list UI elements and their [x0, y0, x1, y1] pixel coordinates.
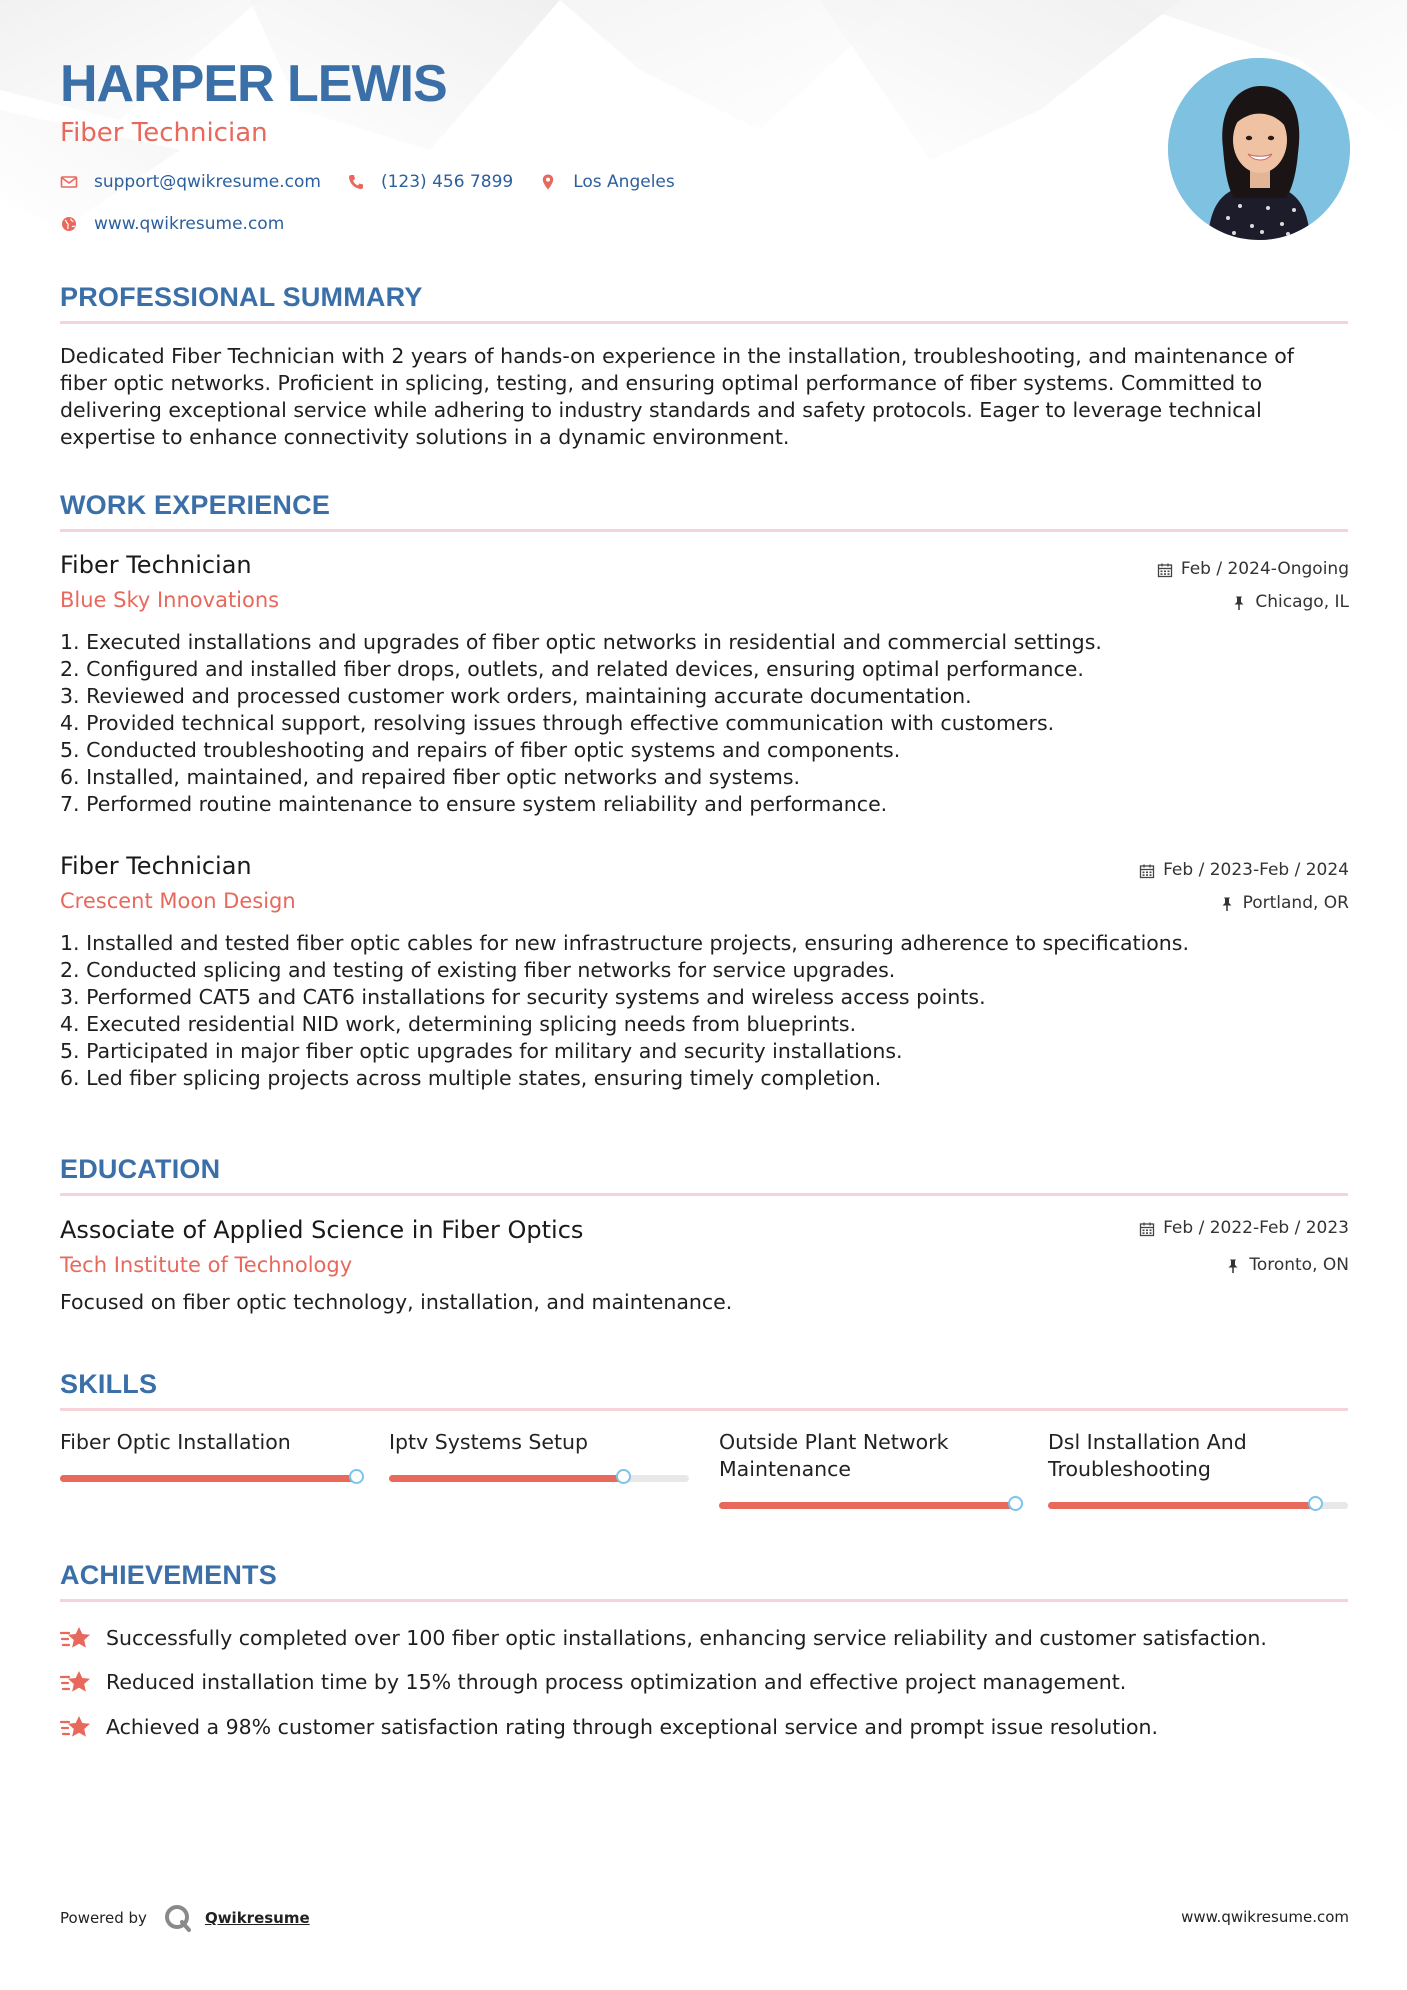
contact-website[interactable] — [60, 214, 284, 234]
education-dates-text: Feb / 2022-Feb / 2023 — [1163, 1218, 1349, 1238]
pushpin-icon — [1219, 896, 1235, 912]
envelope-icon — [60, 173, 78, 191]
achievement-text: Achieved a 98% customer satisfaction rating through exceptional service and prompt issue resolution. — [106, 1715, 1159, 1739]
list-item: 5. Conducted troubleshooting and repairs of fiber optic systems and components. — [60, 738, 901, 762]
achievement-text: Reduced installation time by 15% through process optimization and effective project management. — [106, 1670, 1127, 1694]
summary-line: fiber optic networks. Proficient in splicing, testing, and ensuring optimal performance of fiber systems. Committed to — [60, 371, 1263, 395]
achievement-item — [60, 1624, 1267, 1652]
contact-row-primary — [60, 172, 701, 192]
skill-bar-knob — [349, 1469, 364, 1484]
summary-text — [60, 343, 1350, 451]
map-pin-icon — [539, 173, 557, 191]
skill-bar-knob — [616, 1469, 631, 1484]
profile-photo — [1168, 58, 1350, 240]
education-location — [1225, 1257, 1349, 1274]
calendar-icon — [1157, 562, 1173, 578]
pushpin-icon — [1231, 595, 1247, 611]
education-school: Tech Institute of Technology — [60, 1253, 353, 1277]
education-location-text: Toronto, ON — [1249, 1255, 1349, 1275]
skill-label: Troubleshooting — [1048, 1457, 1211, 1481]
phone-icon — [347, 173, 365, 191]
contact-row-secondary — [60, 214, 310, 234]
job-title: Fiber Technician — [60, 551, 252, 579]
summary-line: Dedicated Fiber Technician with 2 years of hands-on experience in the installation, troubleshooting, and maintenance of — [60, 344, 1294, 368]
job-dates-text: Feb / 2023-Feb / 2024 — [1163, 860, 1349, 880]
skill-label: Iptv Systems Setup — [389, 1430, 589, 1454]
list-item: 6. Led fiber splicing projects across multiple states, ensuring timely completion. — [60, 1066, 882, 1090]
star-badge-icon — [60, 1624, 92, 1652]
contact-phone-text: (123) 456 7899 — [380, 172, 514, 192]
skill-bar-fill — [719, 1502, 1019, 1509]
list-item: 4. Provided technical support, resolving issues through effective communication with customers. — [60, 711, 1055, 735]
skill-bar-fill — [60, 1475, 360, 1482]
list-item: 3. Reviewed and processed customer work orders, maintaining accurate documentation. — [60, 684, 972, 708]
list-item: 2. Conducted splicing and testing of existing fiber networks for service upgrades. — [60, 958, 896, 982]
job-dates — [1139, 862, 1349, 879]
education-degree: Associate of Applied Science in Fiber Optics — [60, 1216, 584, 1244]
calendar-icon — [1139, 1221, 1155, 1237]
pushpin-icon — [1225, 1258, 1241, 1274]
education-description: Focused on fiber optic technology, installation, and maintenance. — [60, 1290, 733, 1314]
section-divider — [60, 1599, 1348, 1602]
skill-bar-knob — [1308, 1496, 1323, 1511]
list-item: 1. Installed and tested fiber optic cables for new infrastructure projects, ensuring adherence to specifications. — [60, 931, 1189, 955]
job-company: Blue Sky Innovations — [60, 588, 280, 612]
job-dates — [1157, 561, 1349, 578]
section-title-skills: SKILLS — [60, 1369, 158, 1399]
section-title-experience: WORK EXPERIENCE — [60, 490, 331, 520]
achievement-item — [60, 1668, 1126, 1696]
section-divider — [60, 529, 1348, 532]
skill-bar-knob — [1008, 1496, 1023, 1511]
skill-label: Maintenance — [719, 1457, 852, 1481]
list-item: 6. Installed, maintained, and repaired fiber optic networks and systems. — [60, 765, 801, 789]
section-title-education: EDUCATION — [60, 1154, 221, 1184]
skill-bar-track — [389, 1475, 689, 1482]
contact-location — [539, 172, 675, 192]
section-divider — [60, 1193, 1348, 1196]
section-divider — [60, 321, 1348, 324]
summary-line: delivering exceptional service while adhering to industry standards and safety protocols. Eager to leverage technical — [60, 398, 1262, 422]
calendar-icon — [1139, 863, 1155, 879]
job-responsibilities — [60, 930, 1350, 1092]
qwikresume-logo-icon — [163, 1903, 193, 1933]
skill-bar-track — [719, 1502, 1019, 1509]
summary-line: expertise to enhance connectivity solutions in a dynamic environment. — [60, 425, 790, 449]
skill-item — [719, 1429, 1019, 1483]
list-item: 4. Executed residential NID work, determining splicing needs from blueprints. — [60, 1012, 857, 1036]
skill-label: Dsl Installation And — [1048, 1430, 1247, 1454]
achievement-item — [60, 1713, 1158, 1741]
star-badge-icon — [60, 1668, 92, 1696]
skill-item — [389, 1429, 689, 1456]
list-item: 2. Configured and installed fiber drops, outlets, and related devices, ensuring optimal performance. — [60, 657, 1084, 681]
star-badge-icon — [60, 1713, 92, 1741]
skill-item — [60, 1429, 360, 1456]
skill-bar-fill — [389, 1475, 623, 1482]
section-title-summary: PROFESSIONAL SUMMARY — [60, 282, 423, 312]
footer-brand-link[interactable]: Qwikresume — [204, 1909, 310, 1927]
list-item: 7. Performed routine maintenance to ensure system reliability and performance. — [60, 792, 888, 816]
achievement-text: Successfully completed over 100 fiber optic installations, enhancing service reliability and customer satisfaction. — [106, 1626, 1267, 1650]
list-item: 3. Performed CAT5 and CAT6 installations for security systems and wireless access points. — [60, 985, 986, 1009]
job-dates-text: Feb / 2024-Ongoing — [1180, 559, 1349, 579]
job-title: Fiber Technician — [60, 852, 252, 880]
education-dates — [1139, 1220, 1349, 1237]
footer-powered-by-text: Powered by — [60, 1909, 147, 1927]
job-location-text: Chicago, IL — [1255, 592, 1349, 612]
candidate-name: HARPER LEWIS — [60, 55, 447, 113]
job-location — [1219, 895, 1349, 912]
profile-portrait-illustration — [1168, 58, 1350, 240]
skill-label: Outside Plant Network — [719, 1430, 949, 1454]
job-responsibilities — [60, 629, 1350, 818]
skill-item — [1048, 1429, 1348, 1483]
list-item: 5. Participated in major fiber optic upgrades for military and security installations. — [60, 1039, 903, 1063]
job-location-text: Portland, OR — [1242, 893, 1349, 913]
skill-label: Fiber Optic Installation — [60, 1430, 291, 1454]
contact-location-text: Los Angeles — [573, 172, 675, 192]
section-divider — [60, 1408, 1348, 1411]
globe-icon — [60, 215, 78, 233]
contact-email-text: support@qwikresume.com — [94, 172, 321, 192]
candidate-role: Fiber Technician — [60, 118, 268, 148]
contact-phone[interactable] — [347, 172, 513, 192]
contact-website-text: www.qwikresume.com — [94, 214, 285, 234]
skill-bar-fill — [1048, 1502, 1315, 1509]
skill-bar-track — [60, 1475, 360, 1482]
skill-bar-track — [1048, 1502, 1348, 1509]
contact-email[interactable] — [60, 172, 321, 192]
footer-website[interactable]: www.qwikresume.com — [1181, 1908, 1349, 1926]
section-title-achievements: ACHIEVEMENTS — [60, 1560, 277, 1590]
job-location — [1231, 594, 1349, 611]
job-company: Crescent Moon Design — [60, 889, 296, 913]
list-item: 1. Executed installations and upgrades of fiber optic networks in residential and commercial settings. — [60, 630, 1102, 654]
footer-powered-by — [60, 1903, 310, 1933]
